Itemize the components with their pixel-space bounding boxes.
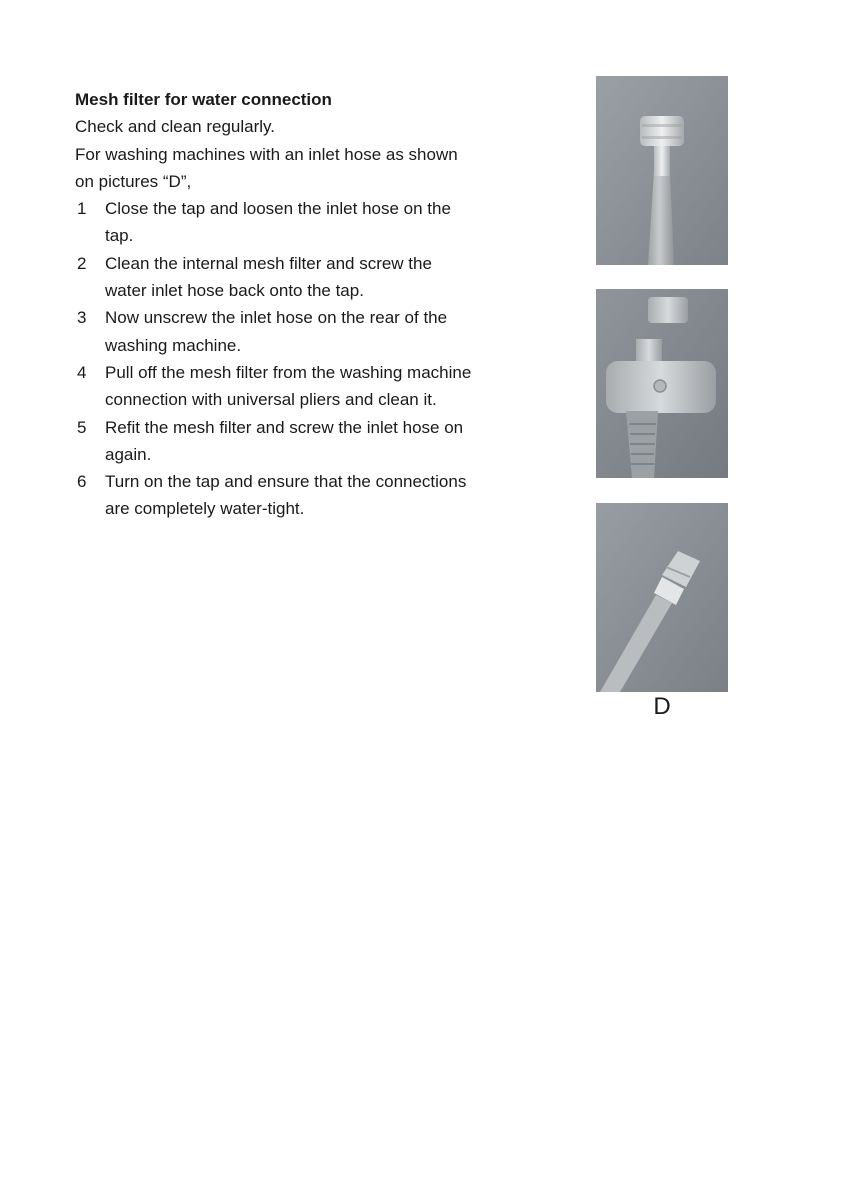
step-2	[75, 250, 475, 305]
step-1	[75, 195, 475, 250]
step-text: Pull off the mesh filter from the washing machine connection with universal pliers and clean it.	[105, 362, 472, 410]
step-text: Close the tap and loosen the inlet hose on the tap.	[105, 199, 451, 246]
section-heading: Mesh filter for water connection	[75, 90, 332, 109]
step-number: 2	[77, 253, 87, 273]
hose-machine-connector-photo	[596, 289, 728, 478]
steps-list	[75, 195, 545, 523]
step-text: Turn on the tap and ensure that the connections are completely water-tight.	[105, 472, 467, 519]
intro-paragraph-1: Check and clean regularly.	[75, 117, 276, 137]
step-text: Now unscrew the inlet hose on the rear of the washing machine.	[105, 308, 448, 355]
hose-angled-fitting-photo	[596, 503, 728, 692]
step-text: Refit the mesh filter and screw the inlet hose on again.	[105, 417, 464, 464]
step-5	[75, 414, 475, 469]
step-number: 6	[77, 472, 87, 492]
step-number: 4	[77, 362, 87, 382]
intro-paragraph-2a: For washing machines with an inlet hose as shown	[75, 144, 458, 164]
step-3	[75, 304, 475, 359]
intro-paragraph-2b: on pictures “D”,	[75, 171, 192, 191]
step-6	[75, 468, 475, 523]
step-number: 3	[77, 308, 87, 328]
step-4	[75, 359, 475, 414]
instructions-text	[75, 86, 545, 523]
figure-caption: D	[653, 693, 671, 720]
hose-tap-connector-photo	[596, 76, 728, 265]
step-text: Clean the internal mesh filter and screw the water inlet hose back onto the tap.	[105, 253, 432, 301]
step-number: 5	[77, 417, 87, 437]
step-number: 1	[77, 199, 87, 219]
